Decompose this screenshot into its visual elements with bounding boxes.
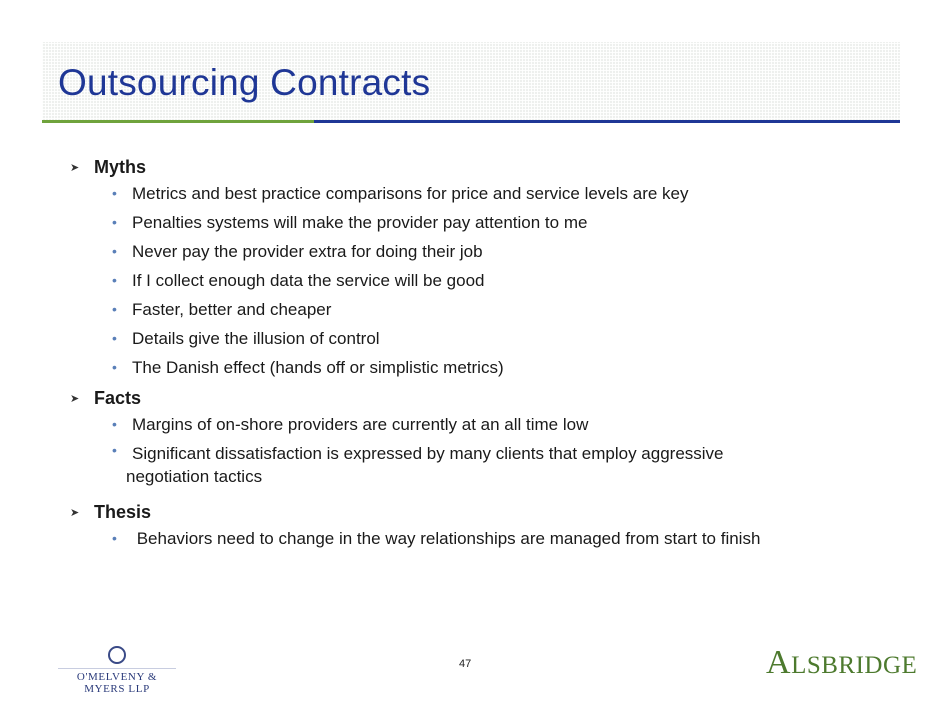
list-item-text: Margins of on-shore providers are currently at an all time low — [132, 415, 589, 434]
alsbridge-logo — [766, 644, 917, 682]
dot-bullet-icon: • — [112, 416, 117, 432]
section-heading: Facts — [94, 387, 142, 408]
arrow-bullet-icon: ➤ — [70, 161, 80, 174]
list-item — [70, 353, 689, 382]
omelveny-logo-text: O'MELVENY & MYERS LLP — [58, 668, 176, 695]
list-item — [70, 295, 689, 324]
list-item-text: Faster, better and cheaper — [132, 300, 332, 319]
section-facts — [70, 386, 724, 488]
list-item-text: Never pay the provider extra for doing their job — [132, 242, 483, 261]
alsbridge-logo-text: LSBRIDGE — [791, 652, 918, 679]
list-item-text: Behaviors need to change in the way relationships are managed from start to finish — [132, 529, 761, 548]
dot-bullet-icon: • — [112, 214, 117, 230]
bullet-list — [70, 179, 689, 382]
bullet-list — [70, 410, 724, 488]
dot-bullet-icon: • — [112, 185, 117, 201]
dot-bullet-icon: • — [112, 359, 117, 375]
list-item-text: Significant dissatisfaction is expressed by many clients that employ aggressive — [132, 444, 724, 463]
list-item — [70, 266, 689, 295]
ring-logo-icon — [108, 646, 126, 664]
list-item — [70, 208, 689, 237]
page-title: Outsourcing Contracts — [58, 62, 431, 103]
list-item — [70, 524, 760, 553]
dot-bullet-icon: • — [112, 272, 117, 288]
list-item — [70, 179, 689, 208]
title-rule-blue — [314, 120, 900, 123]
page-number: 47 — [459, 658, 472, 670]
list-item — [70, 439, 724, 488]
list-item-text-continued: negotiation tactics — [126, 467, 263, 486]
alsbridge-logo-initial: A — [766, 644, 792, 681]
dot-bullet-icon: • — [112, 442, 117, 458]
omelveny-logo — [58, 646, 176, 695]
section-heading-row — [70, 386, 724, 410]
list-item-text: The Danish effect (hands off or simplistic metrics) — [132, 358, 504, 377]
section-heading: Myths — [94, 156, 147, 177]
arrow-bullet-icon: ➤ — [70, 392, 80, 405]
dot-bullet-icon: • — [112, 243, 117, 259]
list-item — [70, 237, 689, 266]
title-rule-green — [42, 120, 314, 123]
section-myths — [70, 155, 689, 382]
list-item-text: Penalties systems will make the provider pay attention to me — [132, 213, 588, 232]
arrow-bullet-icon: ➤ — [70, 506, 80, 519]
list-item-text: Details give the illusion of control — [132, 329, 380, 348]
bullet-list — [70, 524, 760, 553]
list-item — [70, 410, 724, 439]
section-heading-row — [70, 500, 760, 524]
list-item-text: Metrics and best practice comparisons for price and service levels are key — [132, 184, 689, 203]
list-item-text: If I collect enough data the service will be good — [132, 271, 485, 290]
list-item — [70, 324, 689, 353]
section-heading-row — [70, 155, 689, 179]
dot-bullet-icon: • — [112, 530, 117, 546]
section-thesis — [70, 500, 760, 553]
dot-bullet-icon: • — [112, 330, 117, 346]
dot-bullet-icon: • — [112, 301, 117, 317]
section-heading: Thesis — [94, 501, 152, 522]
